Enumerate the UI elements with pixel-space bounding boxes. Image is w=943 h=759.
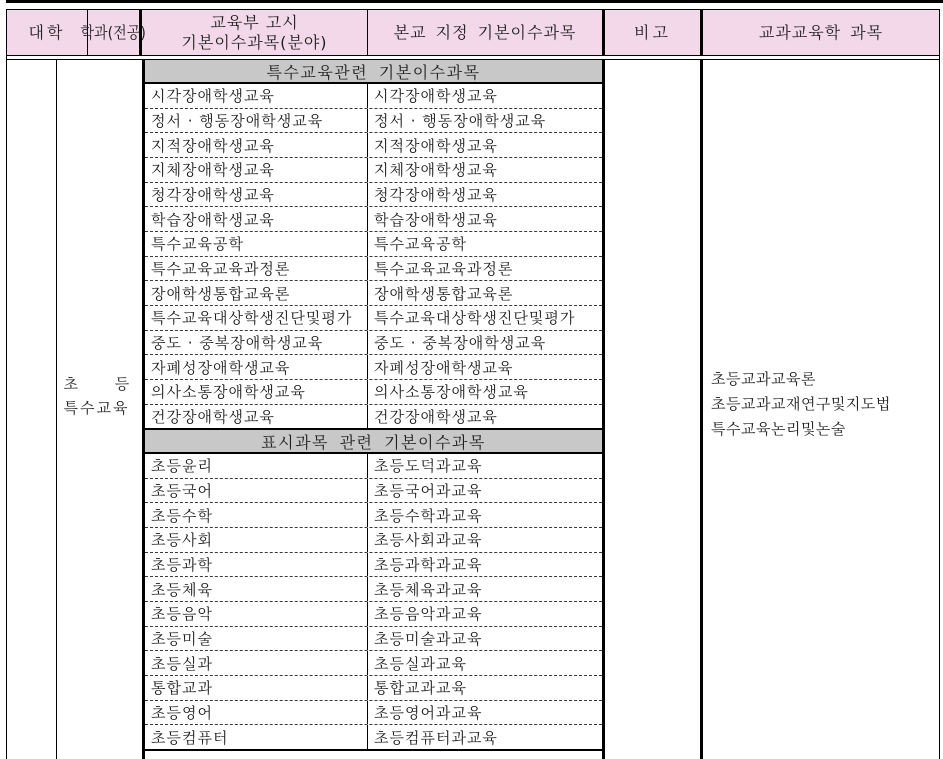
course-moe-cell: 특수교육공학	[145, 232, 368, 256]
course-school-cell: 지적장애학생교육	[374, 136, 498, 155]
course-row	[145, 651, 602, 676]
header-moe-line1: 교육부 고시	[210, 12, 299, 32]
course-school-cell: 특수교육공학	[374, 235, 467, 254]
pedagogy-course-list	[703, 367, 891, 442]
course-row	[145, 133, 602, 158]
course-moe-cell: 지적장애학생교육	[145, 133, 368, 157]
course-moe-cell: 초등실과	[145, 651, 368, 675]
course-row	[145, 553, 602, 578]
course-school-cell: 초등실과교육	[374, 654, 467, 673]
course-school-cell: 정서 · 행동장애학생교육	[374, 111, 547, 130]
curriculum-table	[6, 9, 940, 759]
cell-department	[57, 60, 142, 759]
course-moe-cell: 통합교과	[145, 676, 368, 700]
course-row	[145, 331, 602, 356]
course-school-cell: 지체장애학생교육	[374, 161, 498, 180]
table-header-row	[7, 10, 939, 55]
header-university-label: 대학	[28, 22, 66, 42]
course-row	[145, 183, 602, 208]
course-row	[145, 306, 602, 331]
cell-note	[605, 60, 703, 759]
table-body-row	[7, 60, 939, 759]
course-moe-cell: 시각장애학생교육	[145, 84, 368, 108]
header-moe-line2: 기본이수과목(분야)	[181, 32, 328, 52]
course-school-cell: 통합교과교육	[374, 679, 467, 698]
course-moe-cell: 초등과학	[145, 553, 368, 577]
course-row	[145, 380, 602, 405]
header-pedagogy-label: 교과교육학 과목	[758, 22, 884, 42]
course-row	[145, 355, 602, 380]
course-school-cell: 시각장애학생교육	[374, 87, 498, 106]
course-moe-cell: 초등국어	[145, 479, 368, 503]
course-school-cell: 초등체육과교육	[374, 580, 483, 599]
course-row	[145, 207, 602, 232]
course-moe-cell: 초등컴퓨터	[145, 725, 368, 749]
course-moe-cell: 특수교육교육과정론	[145, 257, 368, 281]
course-moe-cell: 정서 · 행동장애학생교육	[145, 109, 368, 133]
course-school-cell: 특수교육대상학생진단및평가	[374, 309, 576, 328]
course-moe-cell: 초등윤리	[145, 454, 368, 478]
header-note-label: 비고	[634, 22, 671, 42]
course-school-cell: 초등음악과교육	[374, 605, 483, 624]
course-school-cell: 초등컴퓨터과교육	[374, 728, 498, 747]
course-school-cell: 중도 · 중복장애학생교육	[374, 333, 547, 352]
header-cell-school-courses	[368, 10, 605, 55]
course-row	[145, 577, 602, 602]
course-school-cell: 초등국어과교육	[374, 482, 483, 501]
course-moe-cell: 중도 · 중복장애학생교육	[145, 331, 368, 355]
course-school-cell: 초등수학과교육	[374, 506, 483, 525]
header-school-label: 본교 지정 기본이수과목	[393, 22, 577, 42]
course-moe-cell: 초등수학	[145, 503, 368, 527]
course-section-rows	[145, 84, 602, 428]
course-moe-cell: 장애학생통합교육론	[145, 281, 368, 305]
course-school-cell: 초등미술과교육	[374, 630, 483, 649]
pedagogy-course: 초등교과교재연구및지도법	[711, 395, 891, 413]
course-school-cell: 초등도덕과교육	[374, 457, 483, 476]
course-section-rows	[145, 454, 602, 749]
course-row	[145, 725, 602, 749]
course-school-cell: 자폐성장애학생교육	[374, 358, 514, 377]
course-row	[145, 257, 602, 282]
course-row	[145, 503, 602, 528]
course-moe-cell: 초등음악	[145, 602, 368, 626]
course-school-cell: 청각장애학생교육	[374, 185, 498, 204]
course-school-cell: 초등영어과교육	[374, 704, 483, 723]
cell-course-lists	[142, 60, 605, 759]
department-line2: 특수교육	[63, 398, 130, 417]
course-school-cell: 건강장애학생교육	[374, 407, 498, 426]
course-row	[145, 627, 602, 652]
header-cell-pedagogy	[703, 10, 939, 55]
course-row	[145, 158, 602, 183]
course-school-cell: 장애학생통합교육론	[374, 284, 514, 303]
course-row	[145, 528, 602, 553]
course-moe-cell: 청각장애학생교육	[145, 183, 368, 207]
course-row	[145, 701, 602, 726]
header-cell-moe-courses	[142, 10, 368, 55]
course-moe-cell: 초등사회	[145, 528, 368, 552]
cell-pedagogy	[703, 60, 939, 759]
section-title: 특수교육관련 기본이수과목	[145, 60, 602, 84]
course-row	[145, 232, 602, 257]
course-row	[145, 454, 602, 479]
course-school-cell: 학습장애학생교육	[374, 210, 498, 229]
course-moe-cell: 특수교육대상학생진단및평가	[145, 306, 368, 330]
section-title: 표시과목 관련 기본이수과목	[145, 428, 602, 454]
course-school-cell: 초등과학과교육	[374, 556, 483, 575]
course-row	[145, 602, 602, 627]
course-moe-cell: 건강장애학생교육	[145, 405, 368, 429]
course-row	[145, 479, 602, 504]
department-line1: 초 등	[63, 374, 130, 393]
course-moe-cell: 지체장애학생교육	[145, 158, 368, 182]
course-school-cell: 초등사회과교육	[374, 531, 483, 550]
course-moe-cell: 초등미술	[145, 627, 368, 651]
course-row	[145, 405, 602, 429]
course-school-cell: 특수교육교육과정론	[374, 259, 514, 278]
page-top-rule	[6, 0, 943, 3]
course-row	[145, 281, 602, 306]
department-name	[64, 372, 136, 420]
cell-university	[7, 60, 57, 759]
course-moe-cell: 초등체육	[145, 577, 368, 601]
header-department-label: 학과(전공)	[80, 22, 147, 42]
course-row	[145, 109, 602, 134]
pedagogy-course: 초등교과교육론	[711, 370, 816, 388]
header-cell-department	[80, 10, 147, 55]
pedagogy-course: 특수교육논리및논술	[711, 420, 846, 438]
course-moe-cell: 자폐성장애학생교육	[145, 355, 368, 379]
course-moe-cell: 초등영어	[145, 701, 368, 725]
header-cell-note	[605, 10, 703, 55]
course-row	[145, 84, 602, 109]
course-row	[145, 676, 602, 701]
header-cell-university	[7, 10, 88, 55]
course-school-cell: 의사소통장애학생교육	[374, 383, 529, 402]
course-moe-cell: 의사소통장애학생교육	[145, 380, 368, 404]
course-lists-block	[145, 60, 602, 751]
course-moe-cell: 학습장애학생교육	[145, 207, 368, 231]
